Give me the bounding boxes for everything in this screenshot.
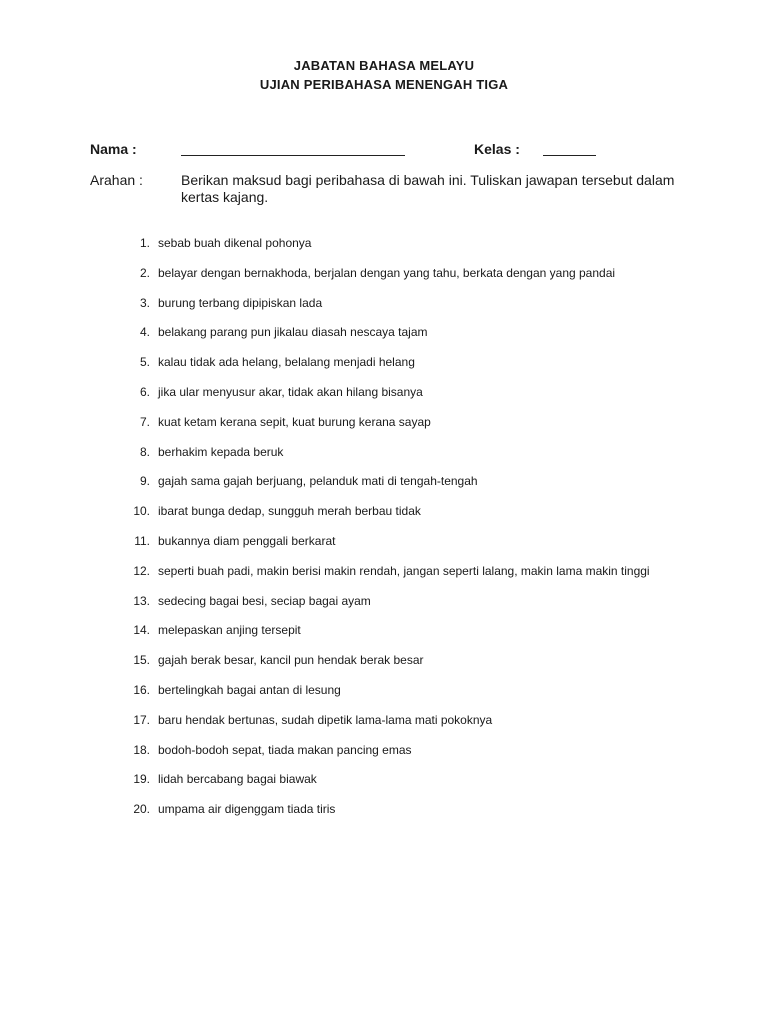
list-item xyxy=(120,532,650,562)
proverb-text: umpama air digenggam tiada tiris xyxy=(158,802,336,817)
item-number: 2. xyxy=(139,265,150,280)
item-number: 1. xyxy=(139,236,150,250)
item-number: 8. xyxy=(139,444,150,459)
list-item xyxy=(120,472,650,502)
class-blank-line xyxy=(543,155,596,156)
item-number: 5. xyxy=(139,355,150,370)
document-header xyxy=(0,56,768,94)
list-item xyxy=(120,234,650,264)
list-item xyxy=(120,711,650,741)
proverb-text: sebab buah dikenal pohonya xyxy=(158,236,312,250)
item-number: 15. xyxy=(133,653,150,668)
item-number: 4. xyxy=(139,325,150,340)
proverb-text: lidah bercabang bagai biawak xyxy=(158,772,317,787)
name-blank-line xyxy=(181,155,405,156)
proverb-text: belayar dengan bernakhoda, berjalan dengan yang tahu, berkata dengan yang pandai xyxy=(158,265,616,280)
proverb-text: ibarat bunga dedap, sungguh merah berbau tidak xyxy=(158,504,421,519)
item-number: 16. xyxy=(133,682,150,697)
list-item xyxy=(120,621,650,651)
proverb-text: berhakim kepada beruk xyxy=(158,444,284,459)
proverb-text: seperti buah padi, makin berisi makin rendah, jangan seperti lalang, makin lama makin tinggi xyxy=(158,563,650,578)
item-number: 6. xyxy=(139,384,150,399)
list-item xyxy=(120,651,650,681)
list-item xyxy=(120,413,650,443)
item-number: 11. xyxy=(134,533,150,548)
proverb-text: bertelingkah bagai antan di lesung xyxy=(158,682,341,697)
proverb-text: kuat ketam kerana sepit, kuat burung kerana sayap xyxy=(158,414,431,429)
proverb-text: bukannya diam penggali berkarat xyxy=(158,533,336,548)
instructions-text: Berikan maksud bagi peribahasa di bawah ini. Tuliskan jawapan tersebut dalam kertas kajang. xyxy=(181,172,675,205)
proverb-text: melepaskan anjing tersepit xyxy=(158,623,301,638)
list-item xyxy=(120,770,650,800)
list-item xyxy=(120,264,650,294)
list-item xyxy=(120,323,650,353)
proverb-text: baru hendak bertunas, sudah dipetik lama-lama mati pokoknya xyxy=(158,712,493,727)
list-item xyxy=(120,562,650,592)
list-item xyxy=(120,741,650,771)
department-title: JABATAN BAHASA MELAYU xyxy=(293,58,475,73)
list-item xyxy=(120,353,650,383)
proverb-text: jika ular menyusur akar, tidak akan hilang bisanya xyxy=(158,384,423,399)
list-item xyxy=(120,800,650,830)
list-item xyxy=(120,592,650,622)
item-number: 9. xyxy=(139,474,150,489)
proverb-text: belakang parang pun jikalau diasah nescaya tajam xyxy=(158,325,428,340)
item-number: 20. xyxy=(133,802,150,817)
exam-title: UJIAN PERIBAHASA MENENGAH TIGA xyxy=(259,77,509,92)
proverb-text: kalau tidak ada helang, belalang menjadi helang xyxy=(158,355,415,370)
item-number: 12. xyxy=(133,563,150,578)
class-label: Kelas : xyxy=(474,141,520,157)
item-number: 19. xyxy=(133,772,150,787)
item-number: 13. xyxy=(133,593,150,608)
list-item xyxy=(120,294,650,324)
proverb-text: bodoh-bodoh sepat, tiada makan pancing emas xyxy=(158,742,412,757)
proverb-text: gajah sama gajah berjuang, pelanduk mati di tengah-tengah xyxy=(158,474,478,489)
proverb-text: gajah berak besar, kancil pun hendak berak besar xyxy=(158,653,424,668)
list-item xyxy=(120,383,650,413)
item-number: 14. xyxy=(133,623,150,638)
instructions-label: Arahan : xyxy=(90,172,143,188)
list-item xyxy=(120,502,650,532)
item-number: 10. xyxy=(133,504,150,519)
name-label: Nama : xyxy=(90,141,137,157)
list-item xyxy=(120,681,650,711)
item-number: 18. xyxy=(133,742,150,757)
proverb-text: sedecing bagai besi, seciap bagai ayam xyxy=(158,593,371,608)
item-number: 7. xyxy=(139,414,150,429)
item-number: 17. xyxy=(133,712,150,727)
item-number: 3. xyxy=(139,295,150,310)
proverb-text: burung terbang dipipiskan lada xyxy=(158,295,323,310)
list-item xyxy=(120,443,650,473)
proverb-list xyxy=(120,234,650,830)
